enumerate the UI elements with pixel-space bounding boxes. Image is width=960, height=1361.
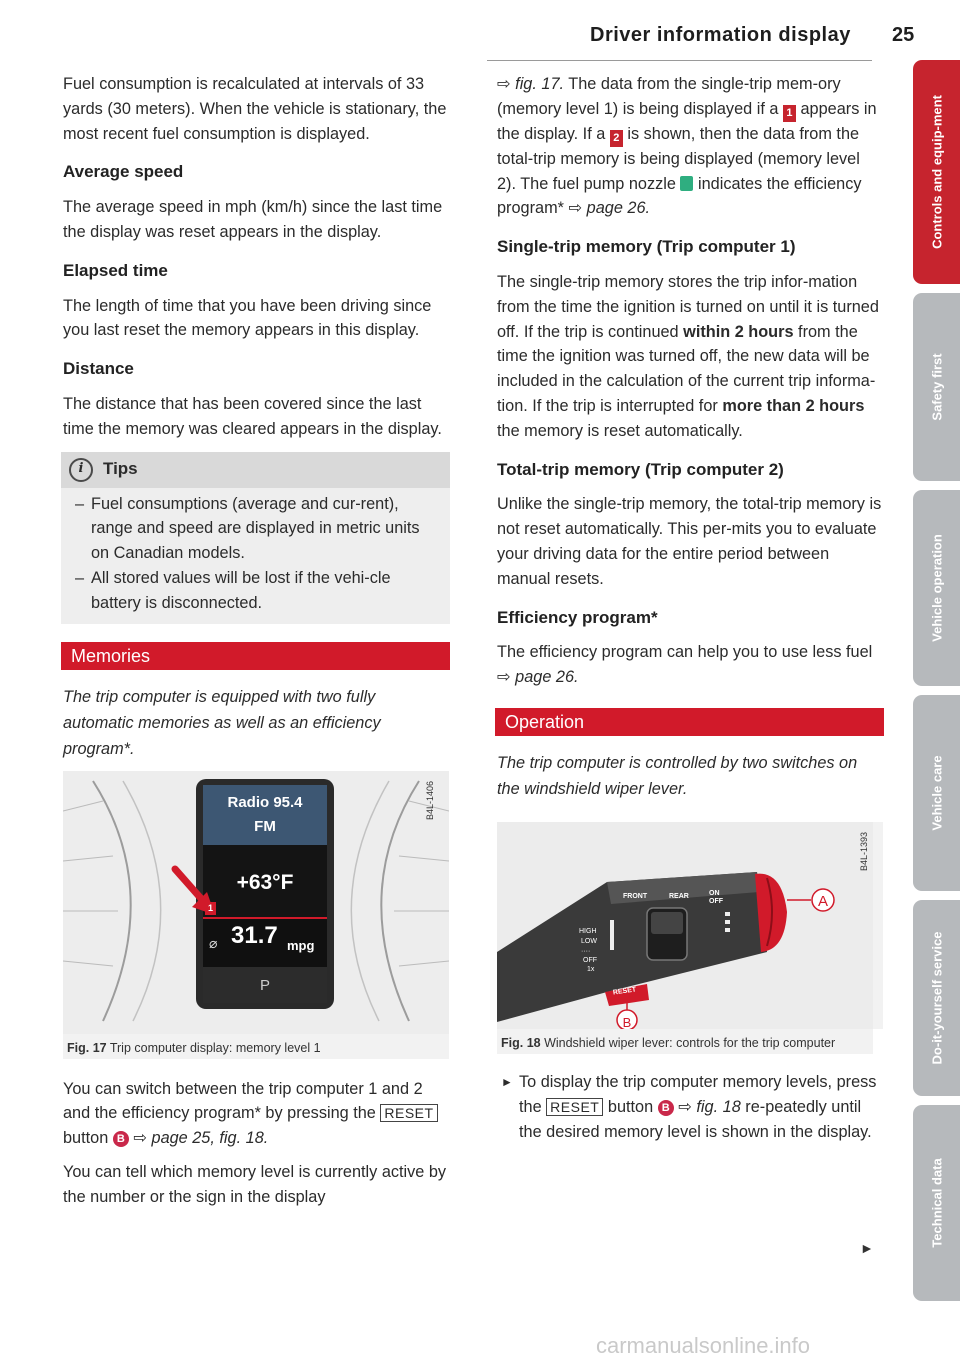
lever-label-off-position: OFF	[583, 956, 597, 964]
operation-section-bar: Operation	[495, 708, 884, 736]
lever-label-intermittent: ····	[581, 947, 591, 955]
efficiency-heading: Efficiency program*	[497, 607, 658, 627]
bold-span: within 2 hours	[683, 322, 794, 341]
page-link[interactable]: ⇨ page 26.	[568, 199, 651, 218]
right-column	[497, 72, 882, 1153]
text-span: is shown, then the data from the total-trip memory is being displayed (memory level 2). The fuel pump nozzle	[497, 124, 860, 193]
tips-list	[61, 492, 450, 616]
figure-17-cluster-display	[63, 771, 449, 1034]
tip-item: – All stored values will be lost if the vehi-cle battery is disconnected.	[73, 566, 442, 616]
tips-heading: Tips	[103, 459, 138, 479]
operation-lead: The trip computer is controlled by two switches on the windshield wiper lever.	[497, 753, 858, 798]
radio-station-text: Radio 95.4	[227, 793, 303, 811]
memories-section-bar: Memories	[61, 642, 450, 670]
figure-code: B4L-1406	[425, 780, 436, 820]
figure-label: Fig. 18	[501, 1035, 541, 1050]
tip-item: – Fuel consumptions (average and cur-rent), range and speed are displayed in metric units on Canadian models.	[73, 492, 442, 566]
figure-code: B4L-1393	[859, 831, 870, 871]
lever-label-single: 1x	[587, 965, 595, 973]
tab-vehicle-operation[interactable]	[913, 490, 960, 686]
text-span: The data from the single-trip mem-ory (memory level 1) is being displayed if a	[497, 75, 841, 118]
text-span: indicates the efficiency program*	[497, 174, 862, 218]
average-speed-heading: Average speed	[63, 162, 184, 182]
figure-caption-text: Trip computer display: memory level 1	[109, 1040, 321, 1055]
text-span: The single-trip memory stores the trip infor-mation from the time the ignition is turned on until it is turned off. If the trip is continued	[497, 272, 879, 341]
elapsed-time-heading: Elapsed time	[63, 260, 168, 280]
tips-box	[61, 452, 450, 624]
average-speed-text: The average speed in mph (km/h) since the last time the display was reset appears in the display.	[63, 198, 443, 241]
fuel-consumption-unit: mpg	[287, 937, 315, 953]
lever-label-reset: RESET	[612, 986, 637, 997]
fig-link[interactable]: ⇨ fig. 18	[678, 1097, 741, 1116]
lever-label-front: FRONT	[623, 892, 648, 900]
tab-vehicle-care[interactable]	[913, 695, 960, 891]
memory-level-paragraph: You can tell which memory level is currently active by the number or the sign in the display	[63, 1162, 447, 1206]
tab-technical-data[interactable]	[913, 1105, 960, 1301]
text-span: The efficiency program can help you to use less fuel	[497, 643, 873, 662]
single-trip-paragraph	[497, 270, 882, 444]
fuel-consumption-paragraph: Fuel consumption is recalculated at intervals of 33 yards (30 meters). When the vehicle is stationary, the most recent fuel consumption is displayed.	[63, 75, 447, 143]
text-span: from the time the ignition was turned off, the new data will be included in the calculation of the current trip informa-tion. If the trip is interrupted for	[497, 322, 876, 415]
average-symbol: ⌀	[209, 934, 218, 951]
running-header-title: Driver information display	[590, 24, 851, 46]
info-icon: i	[69, 458, 93, 482]
lever-label-low: LOW	[581, 937, 597, 945]
tab-do-it-yourself-service[interactable]	[913, 900, 960, 1096]
total-trip-heading: Total-trip memory (Trip computer 2)	[497, 459, 784, 479]
outside-temperature: +63°F	[236, 870, 294, 894]
lever-label-off: OFF	[709, 897, 723, 905]
callout-b-marker: B	[658, 1100, 674, 1116]
page-link[interactable]: ⇨ page 26.	[497, 668, 579, 687]
distance-text: The distance that has been covered since the last time the memory was cleared appears in the display.	[63, 394, 442, 438]
gear-indicator: P	[259, 976, 270, 994]
figure-18-caption	[497, 1028, 873, 1054]
callout-b-label: B	[622, 1014, 632, 1030]
text-span: button	[607, 1097, 654, 1116]
figure-17-caption	[63, 1033, 449, 1059]
callout-b-marker: B	[113, 1131, 129, 1147]
continue-arrow-icon: ►	[860, 1240, 874, 1256]
callout-a-label: A	[817, 892, 828, 910]
tab-label: Safety first	[929, 353, 944, 421]
step-marker: ►	[501, 1074, 513, 1089]
text-span: re-peatedly until the desired memory level is shown in the display.	[519, 1097, 872, 1141]
memories-lead: The trip computer is equipped with two fully automatic memories as well as an efficiency program*.	[63, 687, 381, 758]
tab-label: Vehicle care	[929, 755, 944, 831]
text-span: appears in the display. If a	[497, 99, 877, 143]
tab-controls-and-equipment[interactable]	[913, 60, 960, 284]
reset-key-label: RESET	[380, 1104, 437, 1122]
bold-span: more than 2 hours	[722, 396, 865, 415]
memory-1-badge: 1	[783, 105, 796, 122]
text-span: the memory is reset automatically.	[497, 421, 743, 440]
single-trip-heading: Single-trip memory (Trip computer 1)	[497, 237, 796, 257]
figure-caption-text: Windshield wiper lever: controls for the trip computer	[544, 1035, 836, 1050]
figure-18-wiper-lever	[497, 822, 883, 1029]
switch-paragraph	[63, 1077, 448, 1151]
tab-label: Controls and equip-ment	[929, 95, 944, 249]
tab-label: Vehicle operation	[929, 534, 944, 642]
radio-band-text: FM	[254, 817, 276, 835]
instruction-step	[497, 1070, 882, 1144]
lever-label-rear: REAR	[669, 892, 689, 900]
switch-text-button: button	[63, 1129, 109, 1148]
lever-label-on: ON	[709, 889, 720, 897]
page-number: 25	[892, 24, 915, 46]
reset-key-label: RESET	[546, 1098, 603, 1116]
page-link[interactable]: ⇨ page 25, fig. 18.	[133, 1129, 269, 1148]
total-trip-paragraph: Unlike the single-trip memory, the total-trip memory is not reset automatically. This per-mits you to evaluate your driving data for the entire period between manual resets.	[497, 495, 882, 588]
efficiency-paragraph	[497, 640, 882, 690]
memory-level-badge: 1	[205, 902, 216, 915]
fig-link[interactable]: ⇨ fig. 17.	[497, 75, 565, 93]
tab-label: Technical data	[929, 1158, 944, 1248]
fuel-nozzle-icon	[680, 176, 693, 191]
wiper-lever-illustration	[497, 822, 873, 1029]
fuel-consumption-value: 31.7	[231, 921, 278, 949]
switch-text: You can switch between the trip computer 1 and 2 and the efficiency program* by pressing the	[63, 1079, 423, 1123]
tab-safety-first[interactable]	[913, 293, 960, 481]
text-span: To display the trip computer memory levels, press the	[519, 1072, 877, 1116]
memory-2-badge: 2	[610, 130, 623, 147]
figure-label: Fig. 17	[67, 1040, 107, 1055]
lever-label-high: HIGH	[579, 927, 597, 935]
tab-label: Do-it-yourself service	[929, 931, 944, 1065]
elapsed-time-text: The length of time that you have been driving since you last reset the memory appears in this display.	[63, 296, 432, 340]
header-divider	[487, 60, 872, 61]
distance-heading: Distance	[63, 359, 134, 379]
tips-header	[61, 452, 450, 488]
memory-display-paragraph	[497, 72, 882, 221]
watermark: carmanualsonline.info	[596, 1333, 811, 1358]
left-column	[63, 72, 448, 1219]
